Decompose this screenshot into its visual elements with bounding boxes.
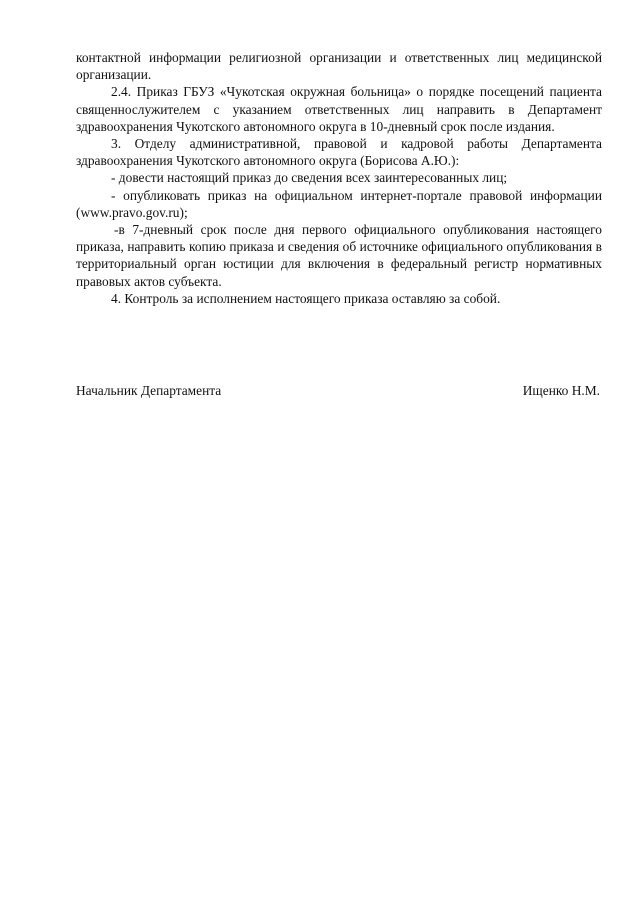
paragraph-3: 3. Отделу административной, правовой и кадровой работы Департамента здравоохранения Чукотского автономного округа (Борисова А.Ю.): [76, 136, 602, 169]
paragraph-3-item-send-copy: -в 7-дневный срок после дня первого официального опубликования настоящего приказа, направить копию приказа и сведения об источнике официального опубликования в территориальный орган юстиции для включения в федеральный регистр нормативных правовых актов субъекта. [76, 222, 602, 289]
paragraph-4: 4. Контроль за исполнением настоящего приказа оставляю за собой. [111, 290, 501, 306]
paragraph-3-item-notify: - довести настоящий приказ до сведения всех заинтересованных лиц; [111, 170, 508, 186]
paragraph-2-4: 2.4. Приказ ГБУЗ «Чукотская окружная больница» о порядке посещений пациента священнослужителем с указанием ответственных лиц направить в Департамент здравоохранения Чукотского автономного округа в 10-дневный срок после издания. [76, 84, 602, 134]
document-body [76, 49, 602, 307]
signatory-name: Ищенко Н.М. [522, 383, 600, 398]
paragraph-continuation: контактной информации религиозной организации и ответственных лиц медицинской организации. [76, 50, 602, 83]
paragraph-3-item-publish: - опубликовать приказ на официальном интернет-портале правовой информации (www.pravo.gov.ru); [76, 187, 602, 220]
signatory-position: Начальник Департамента [76, 383, 222, 398]
